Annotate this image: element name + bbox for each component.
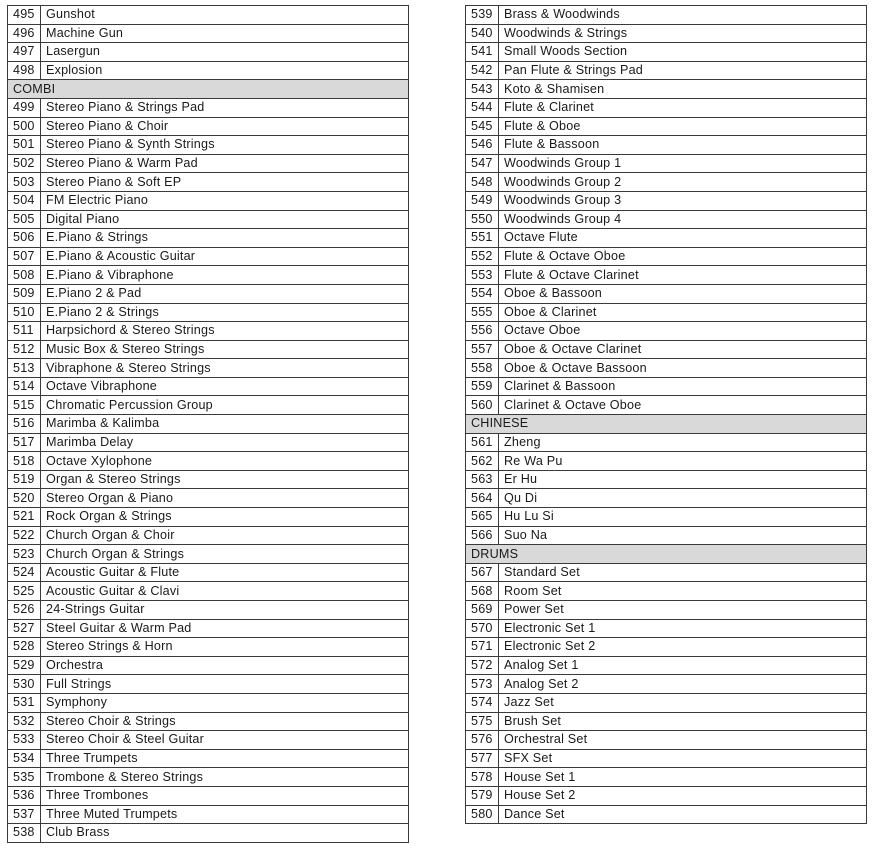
voice-name: Pan Flute & Strings Pad bbox=[499, 61, 867, 80]
voice-row bbox=[8, 545, 409, 564]
voice-number: 512 bbox=[8, 340, 41, 359]
voice-row bbox=[8, 489, 409, 508]
voice-number: 548 bbox=[466, 173, 499, 192]
voice-number: 504 bbox=[8, 191, 41, 210]
voice-row bbox=[8, 284, 409, 303]
voice-number: 530 bbox=[8, 675, 41, 694]
voice-row bbox=[466, 786, 867, 805]
voice-number: 510 bbox=[8, 303, 41, 322]
voice-number: 561 bbox=[466, 433, 499, 452]
voice-name: E.Piano 2 & Strings bbox=[41, 303, 409, 322]
voice-number: 528 bbox=[8, 638, 41, 657]
voice-row bbox=[8, 191, 409, 210]
voice-number: 557 bbox=[466, 340, 499, 359]
voice-name: Flute & Oboe bbox=[499, 117, 867, 136]
section-header-row bbox=[8, 80, 409, 99]
voice-row bbox=[8, 43, 409, 62]
voice-name: Digital Piano bbox=[41, 210, 409, 229]
voice-name: E.Piano & Strings bbox=[41, 229, 409, 248]
voice-name: Octave Xylophone bbox=[41, 452, 409, 471]
voice-number: 501 bbox=[8, 136, 41, 155]
voice-number: 514 bbox=[8, 377, 41, 396]
voice-row bbox=[466, 805, 867, 824]
voice-number: 567 bbox=[466, 563, 499, 582]
voice-number: 513 bbox=[8, 359, 41, 378]
voice-row bbox=[466, 582, 867, 601]
voice-row bbox=[466, 210, 867, 229]
voice-row bbox=[8, 6, 409, 25]
voice-number: 555 bbox=[466, 303, 499, 322]
voice-number: 537 bbox=[8, 805, 41, 824]
voice-row bbox=[466, 470, 867, 489]
voice-number: 545 bbox=[466, 117, 499, 136]
section-header: DRUMS bbox=[466, 545, 867, 564]
voice-number: 577 bbox=[466, 749, 499, 768]
voice-number: 575 bbox=[466, 712, 499, 731]
voice-name: Explosion bbox=[41, 61, 409, 80]
voice-row bbox=[466, 229, 867, 248]
voice-name: Brush Set bbox=[499, 712, 867, 731]
voice-name: Flute & Octave Clarinet bbox=[499, 266, 867, 285]
voice-row bbox=[8, 675, 409, 694]
voice-number: 552 bbox=[466, 247, 499, 266]
voice-row bbox=[466, 656, 867, 675]
voice-name: Zheng bbox=[499, 433, 867, 452]
voice-number: 566 bbox=[466, 526, 499, 545]
voice-row bbox=[8, 526, 409, 545]
voice-name: Er Hu bbox=[499, 470, 867, 489]
voice-number: 543 bbox=[466, 80, 499, 99]
voice-table-right bbox=[465, 5, 867, 824]
voice-number: 536 bbox=[8, 786, 41, 805]
voice-row bbox=[466, 749, 867, 768]
voice-number: 559 bbox=[466, 377, 499, 396]
voice-row bbox=[466, 433, 867, 452]
voice-number: 541 bbox=[466, 43, 499, 62]
voice-name: Orchestral Set bbox=[499, 731, 867, 750]
voice-number: 551 bbox=[466, 229, 499, 248]
voice-number: 522 bbox=[8, 526, 41, 545]
voice-name: Lasergun bbox=[41, 43, 409, 62]
voice-row bbox=[466, 712, 867, 731]
voice-number: 535 bbox=[8, 768, 41, 787]
voice-number: 556 bbox=[466, 322, 499, 341]
voice-number: 540 bbox=[466, 24, 499, 43]
voice-row bbox=[466, 396, 867, 415]
voice-row bbox=[466, 284, 867, 303]
voice-row bbox=[466, 508, 867, 527]
voice-row bbox=[8, 433, 409, 452]
voice-row bbox=[466, 80, 867, 99]
voice-number: 558 bbox=[466, 359, 499, 378]
voice-number: 499 bbox=[8, 98, 41, 117]
voice-number: 516 bbox=[8, 415, 41, 434]
voice-row bbox=[466, 638, 867, 657]
voice-name: Club Brass bbox=[41, 824, 409, 843]
voice-number: 580 bbox=[466, 805, 499, 824]
voice-number: 506 bbox=[8, 229, 41, 248]
voice-number: 570 bbox=[466, 619, 499, 638]
voice-row bbox=[8, 154, 409, 173]
voice-number: 532 bbox=[8, 712, 41, 731]
voice-name: 24-Strings Guitar bbox=[41, 601, 409, 620]
voice-name: Three Trombones bbox=[41, 786, 409, 805]
voice-number: 549 bbox=[466, 191, 499, 210]
voice-name: Flute & Clarinet bbox=[499, 98, 867, 117]
voice-row bbox=[466, 452, 867, 471]
voice-name: Flute & Bassoon bbox=[499, 136, 867, 155]
voice-name: Koto & Shamisen bbox=[499, 80, 867, 99]
voice-name: Full Strings bbox=[41, 675, 409, 694]
voice-name: Gunshot bbox=[41, 6, 409, 25]
voice-row bbox=[466, 247, 867, 266]
voice-row bbox=[466, 340, 867, 359]
voice-number: 563 bbox=[466, 470, 499, 489]
voice-row bbox=[466, 693, 867, 712]
voice-name: Stereo Strings & Horn bbox=[41, 638, 409, 657]
voice-name: Room Set bbox=[499, 582, 867, 601]
voice-row bbox=[8, 359, 409, 378]
voice-name: Church Organ & Strings bbox=[41, 545, 409, 564]
voice-number: 521 bbox=[8, 508, 41, 527]
voice-name: Flute & Octave Oboe bbox=[499, 247, 867, 266]
voice-number: 527 bbox=[8, 619, 41, 638]
voice-row bbox=[466, 24, 867, 43]
voice-row bbox=[8, 61, 409, 80]
voice-number: 511 bbox=[8, 322, 41, 341]
voice-name: FM Electric Piano bbox=[41, 191, 409, 210]
voice-row bbox=[8, 693, 409, 712]
voice-number: 547 bbox=[466, 154, 499, 173]
voice-name: Standard Set bbox=[499, 563, 867, 582]
voice-row bbox=[466, 266, 867, 285]
voice-number: 526 bbox=[8, 601, 41, 620]
voice-number: 529 bbox=[8, 656, 41, 675]
voice-row bbox=[8, 340, 409, 359]
voice-name: Jazz Set bbox=[499, 693, 867, 712]
voice-number: 550 bbox=[466, 210, 499, 229]
voice-number: 498 bbox=[8, 61, 41, 80]
voice-row bbox=[8, 24, 409, 43]
voice-name: Organ & Stereo Strings bbox=[41, 470, 409, 489]
voice-row bbox=[8, 117, 409, 136]
voice-row bbox=[8, 786, 409, 805]
voice-name: Church Organ & Choir bbox=[41, 526, 409, 545]
voice-row bbox=[8, 470, 409, 489]
voice-row bbox=[8, 768, 409, 787]
section-header-row bbox=[466, 545, 867, 564]
voice-name: Rock Organ & Strings bbox=[41, 508, 409, 527]
voice-number: 538 bbox=[8, 824, 41, 843]
voice-number: 534 bbox=[8, 749, 41, 768]
voice-row bbox=[466, 173, 867, 192]
voice-row bbox=[8, 266, 409, 285]
voice-number: 554 bbox=[466, 284, 499, 303]
voice-number: 507 bbox=[8, 247, 41, 266]
voice-row bbox=[8, 731, 409, 750]
section-header: CHINESE bbox=[466, 415, 867, 434]
voice-number: 520 bbox=[8, 489, 41, 508]
voice-row bbox=[8, 377, 409, 396]
voice-row bbox=[8, 303, 409, 322]
voice-name: Oboe & Octave Bassoon bbox=[499, 359, 867, 378]
voice-row bbox=[8, 136, 409, 155]
voice-row bbox=[466, 191, 867, 210]
voice-number: 508 bbox=[8, 266, 41, 285]
voice-number: 515 bbox=[8, 396, 41, 415]
voice-row bbox=[466, 489, 867, 508]
voice-name: Oboe & Clarinet bbox=[499, 303, 867, 322]
voice-name: Stereo Piano & Warm Pad bbox=[41, 154, 409, 173]
voice-name: Vibraphone & Stereo Strings bbox=[41, 359, 409, 378]
voice-number: 523 bbox=[8, 545, 41, 564]
voice-row bbox=[8, 396, 409, 415]
voice-number: 553 bbox=[466, 266, 499, 285]
voice-row bbox=[8, 805, 409, 824]
voice-name: Marimba & Kalimba bbox=[41, 415, 409, 434]
voice-number: 500 bbox=[8, 117, 41, 136]
voice-number: 524 bbox=[8, 563, 41, 582]
voice-name: Stereo Choir & Strings bbox=[41, 712, 409, 731]
voice-row bbox=[8, 824, 409, 843]
voice-number: 578 bbox=[466, 768, 499, 787]
voice-number: 496 bbox=[8, 24, 41, 43]
voice-row bbox=[8, 247, 409, 266]
voice-row bbox=[8, 749, 409, 768]
voice-name: Octave Flute bbox=[499, 229, 867, 248]
voice-number: 531 bbox=[8, 693, 41, 712]
voice-number: 509 bbox=[8, 284, 41, 303]
voice-name: Electronic Set 1 bbox=[499, 619, 867, 638]
voice-name: Qu Di bbox=[499, 489, 867, 508]
voice-row bbox=[466, 377, 867, 396]
voice-number: 497 bbox=[8, 43, 41, 62]
voice-row bbox=[8, 508, 409, 527]
voice-name: Steel Guitar & Warm Pad bbox=[41, 619, 409, 638]
voice-number: 544 bbox=[466, 98, 499, 117]
voice-row bbox=[466, 526, 867, 545]
voice-name: Dance Set bbox=[499, 805, 867, 824]
voice-name: Hu Lu Si bbox=[499, 508, 867, 527]
voice-name: Analog Set 1 bbox=[499, 656, 867, 675]
voice-name: Electronic Set 2 bbox=[499, 638, 867, 657]
voice-name: Brass & Woodwinds bbox=[499, 6, 867, 25]
voice-row bbox=[8, 712, 409, 731]
voice-row bbox=[466, 563, 867, 582]
voice-name: Octave Oboe bbox=[499, 322, 867, 341]
voice-name: Octave Vibraphone bbox=[41, 377, 409, 396]
voice-number: 518 bbox=[8, 452, 41, 471]
voice-name: Re Wa Pu bbox=[499, 452, 867, 471]
voice-row bbox=[466, 98, 867, 117]
voice-row bbox=[466, 43, 867, 62]
voice-number: 573 bbox=[466, 675, 499, 694]
voice-row bbox=[466, 303, 867, 322]
voice-number: 571 bbox=[466, 638, 499, 657]
voice-name: Oboe & Bassoon bbox=[499, 284, 867, 303]
voice-name: Analog Set 2 bbox=[499, 675, 867, 694]
voice-number: 562 bbox=[466, 452, 499, 471]
voice-name: Marimba Delay bbox=[41, 433, 409, 452]
voice-name: Woodwinds Group 1 bbox=[499, 154, 867, 173]
voice-number: 565 bbox=[466, 508, 499, 527]
voice-name: House Set 1 bbox=[499, 768, 867, 787]
voice-name: Orchestra bbox=[41, 656, 409, 675]
voice-number: 519 bbox=[8, 470, 41, 489]
voice-number: 568 bbox=[466, 582, 499, 601]
voice-name: Stereo Organ & Piano bbox=[41, 489, 409, 508]
voice-name: Stereo Piano & Strings Pad bbox=[41, 98, 409, 117]
voice-row bbox=[466, 61, 867, 80]
voice-name: E.Piano & Acoustic Guitar bbox=[41, 247, 409, 266]
voice-name: Three Trumpets bbox=[41, 749, 409, 768]
voice-name: Power Set bbox=[499, 601, 867, 620]
voice-row bbox=[8, 563, 409, 582]
voice-number: 576 bbox=[466, 731, 499, 750]
voice-number: 517 bbox=[8, 433, 41, 452]
voice-name: Machine Gun bbox=[41, 24, 409, 43]
voice-name: Clarinet & Octave Oboe bbox=[499, 396, 867, 415]
voice-number: 574 bbox=[466, 693, 499, 712]
voice-name: Small Woods Section bbox=[499, 43, 867, 62]
voice-name: SFX Set bbox=[499, 749, 867, 768]
voice-row bbox=[8, 98, 409, 117]
voice-name: E.Piano & Vibraphone bbox=[41, 266, 409, 285]
voice-name: Symphony bbox=[41, 693, 409, 712]
voice-row bbox=[466, 675, 867, 694]
voice-name: Woodwinds Group 2 bbox=[499, 173, 867, 192]
voice-name: Woodwinds Group 4 bbox=[499, 210, 867, 229]
voice-number: 503 bbox=[8, 173, 41, 192]
voice-name: Oboe & Octave Clarinet bbox=[499, 340, 867, 359]
section-header: COMBI bbox=[8, 80, 409, 99]
voice-number: 542 bbox=[466, 61, 499, 80]
voice-row bbox=[8, 619, 409, 638]
voice-name: House Set 2 bbox=[499, 786, 867, 805]
voice-row bbox=[466, 322, 867, 341]
voice-row bbox=[8, 415, 409, 434]
voice-name: Chromatic Percussion Group bbox=[41, 396, 409, 415]
voice-number: 539 bbox=[466, 6, 499, 25]
voice-number: 525 bbox=[8, 582, 41, 601]
voice-row bbox=[466, 731, 867, 750]
voice-number: 564 bbox=[466, 489, 499, 508]
voice-name: Stereo Choir & Steel Guitar bbox=[41, 731, 409, 750]
voice-name: Stereo Piano & Soft EP bbox=[41, 173, 409, 192]
voice-row bbox=[466, 768, 867, 787]
voice-row bbox=[8, 210, 409, 229]
voice-row bbox=[466, 154, 867, 173]
voice-number: 546 bbox=[466, 136, 499, 155]
voice-row bbox=[8, 638, 409, 657]
voice-row bbox=[466, 6, 867, 25]
voice-name: Acoustic Guitar & Flute bbox=[41, 563, 409, 582]
section-header-row bbox=[466, 415, 867, 434]
voice-number: 505 bbox=[8, 210, 41, 229]
voice-number: 569 bbox=[466, 601, 499, 620]
voice-row bbox=[8, 601, 409, 620]
voice-name: E.Piano 2 & Pad bbox=[41, 284, 409, 303]
voice-name: Stereo Piano & Synth Strings bbox=[41, 136, 409, 155]
voice-number: 495 bbox=[8, 6, 41, 25]
voice-name: Harpsichord & Stereo Strings bbox=[41, 322, 409, 341]
voice-row bbox=[466, 619, 867, 638]
voice-row bbox=[8, 582, 409, 601]
voice-name: Music Box & Stereo Strings bbox=[41, 340, 409, 359]
voice-number: 560 bbox=[466, 396, 499, 415]
voice-number: 572 bbox=[466, 656, 499, 675]
voice-name: Stereo Piano & Choir bbox=[41, 117, 409, 136]
voice-row bbox=[8, 173, 409, 192]
voice-number: 502 bbox=[8, 154, 41, 173]
voice-row bbox=[466, 136, 867, 155]
voice-table-left bbox=[7, 5, 409, 843]
voice-name: Woodwinds Group 3 bbox=[499, 191, 867, 210]
voice-name: Woodwinds & Strings bbox=[499, 24, 867, 43]
voice-name: Trombone & Stereo Strings bbox=[41, 768, 409, 787]
voice-number: 579 bbox=[466, 786, 499, 805]
voice-name: Three Muted Trumpets bbox=[41, 805, 409, 824]
voice-row bbox=[8, 452, 409, 471]
voice-row bbox=[8, 656, 409, 675]
voice-name: Clarinet & Bassoon bbox=[499, 377, 867, 396]
voice-number: 533 bbox=[8, 731, 41, 750]
voice-row bbox=[466, 117, 867, 136]
voice-row bbox=[8, 322, 409, 341]
voice-name: Acoustic Guitar & Clavi bbox=[41, 582, 409, 601]
voice-name: Suo Na bbox=[499, 526, 867, 545]
voice-row bbox=[466, 601, 867, 620]
voice-row bbox=[8, 229, 409, 248]
voice-row bbox=[466, 359, 867, 378]
